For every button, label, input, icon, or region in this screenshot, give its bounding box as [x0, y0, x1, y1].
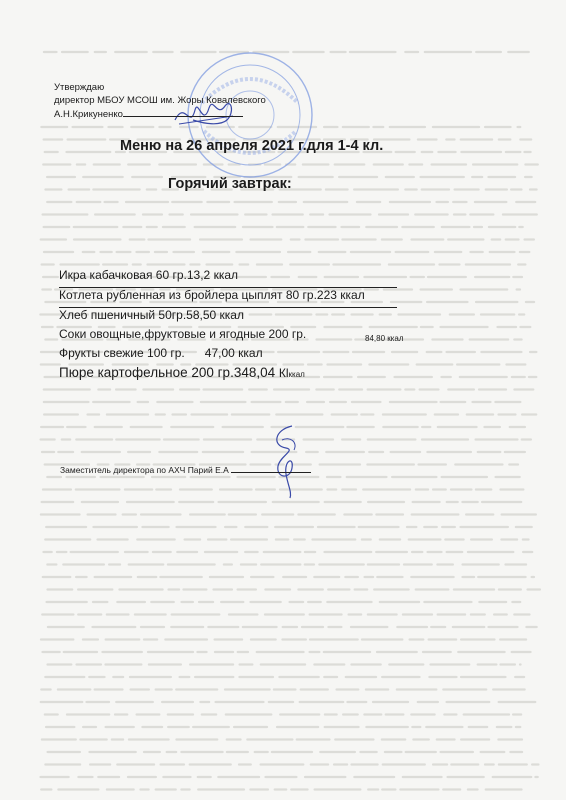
menu-item	[59, 365, 397, 384]
menu-item-unit-small: ккал	[288, 370, 305, 379]
approval-line-2: директор МБОУ МСОШ им. Жоры Ковалевского	[54, 94, 266, 106]
deputy-signature	[262, 420, 312, 500]
approval-block	[54, 82, 266, 122]
page-title: Меню на 26 апреля 2021 г.для 1-4 кл.	[120, 138, 384, 154]
director-name: А.Н.Крикуненко	[54, 109, 123, 120]
menu-item: Икра кабачковая 60 гр.13,2 ккал	[59, 268, 397, 288]
deputy-signature-line	[231, 464, 311, 473]
menu-item-text: Пюре картофельное 200 гр.348,04	[59, 365, 276, 380]
menu-item-unit: Кl	[278, 366, 289, 380]
menu-item: Фрукты свежие 100 гр. 47,00 ккал	[59, 346, 263, 360]
menu-item: Котлета рубленная из бройлера цыплят 80 гр.223 ккал	[59, 288, 397, 308]
menu-item	[59, 327, 404, 346]
menu-item: Хлеб пшеничный 50гр.58,50 ккал	[59, 308, 244, 322]
approval-line-1: Утверждаю	[54, 82, 105, 93]
approval-line-3	[54, 107, 266, 122]
footer-signature-line	[60, 464, 311, 475]
signature-line	[123, 107, 243, 117]
deputy-name: Заместитель директора по АХЧ Парий Е.А	[60, 465, 229, 475]
menu-list	[59, 268, 404, 384]
menu-item-text: Соки овощные,фруктовые и ягодные 200 гр.	[59, 327, 307, 341]
page-subtitle: Горячий завтрак:	[168, 176, 292, 192]
menu-item-kcal: 84,80 ккал	[365, 334, 404, 343]
